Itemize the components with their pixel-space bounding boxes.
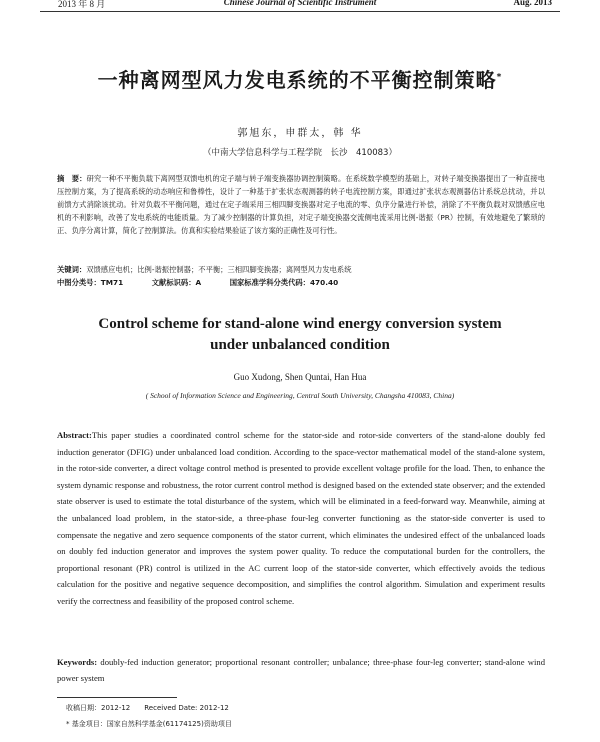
- footnote-fund: * 基金项目：国家自然科学基金(61174125)资助项目: [66, 720, 232, 728]
- header-journal-name: Chinese Journal of Scientific Instrument: [223, 0, 377, 7]
- title-en-line-1: Control scheme for stand-alone wind energy conversion system: [98, 316, 502, 332]
- abstract-en-label: Abstract:: [57, 430, 92, 440]
- abstract-cn-label: 摘 要：: [57, 174, 87, 183]
- keywords-cn-label: 关键词：: [57, 265, 87, 274]
- abstract-cn: [57, 172, 545, 237]
- running-header: [40, 0, 560, 12]
- affiliation-en: ( School of Information Science and Engineering, Central South University, Changsha 410083, China): [145, 391, 455, 400]
- affiliation-cn: （中南大学信息科学与工程学院 长沙 410083）: [203, 148, 397, 158]
- keywords-cn-text: 双馈感应电机；比例-谐振控制器；不平衡；三相四脚变换器；离网型风力发电系统: [86, 265, 352, 274]
- footnote-divider: [57, 697, 177, 698]
- keywords-cn: [57, 264, 545, 276]
- title-footnote-mark: *: [496, 72, 503, 83]
- paper-title-cn: [0, 64, 600, 93]
- received-date-en: Received Date: 2012-12: [144, 704, 229, 712]
- subject-code: 国家标准学科分类代码：470.40: [229, 278, 339, 287]
- authors-cn: 郭旭东，申群太，韩 华: [237, 128, 363, 139]
- header-date-cn: 2013 年 8 月: [58, 0, 106, 9]
- title-cn-text: 一种离网型风力发电系统的不平衡控制策略: [97, 68, 497, 92]
- clc-number: 中图分类号：TM71: [57, 278, 124, 287]
- abstract-en: [57, 427, 545, 610]
- abstract-en-text: This paper studies a coordinated control scheme for the stator-side and rotor-side converters of the stand-alone doubly fed induction generator (DFIG) under unbalanced load condition. According to the space-vector mathematical model of the stand-alone system, in the rotor-side converter, a direct voltage control method is presented to provide excellent voltage profile for the load. Then, to enhance the system dynamic response and robustness, the rotor current control method is designed based on the extended state observer; and the extended state observer is used to estimate the total disturbance of the system, which will be eliminated in a feed-forward way. Meanwhile, aiming at the unbalanced load problem, in the stator-side, a three-phase four-leg converter functioning as the stator-side converter is used to compensate the negative and zero sequence components of the stator current, which eliminates the undesired effect of the unbalanced loads on doubly fed induction generator and improves the system power quality. To reduce the computational burden for the controllers, the proportional resonant (PR) control is utilized in the AC current loop of the stator-side converter, which effectively avoids the tedious calculation for the positive and negative sequence decomposition, and simplifies the control algorithm. Simulation and experiment results verify the correctness and feasibility of the proposed control scheme.: [57, 430, 545, 606]
- keywords-en-label: Keywords:: [57, 657, 98, 667]
- abstract-cn-text: 研究一种不平衡负载下离网型双馈电机的定子端与转子端变换器协调控制策略。在系统数学模型的基础上，对转子端变换器提出了一种直接电压控制方案，为了提高系统的动态响应和鲁棒性，设计了一种基于扩张状态观测器的转子电流控制方案，即通过扩张状态观测器估计系统总扰动，并以前馈方式消除该扰动。针对负载不平衡问题，通过在定子端采用三相四脚变换器对定子电流的零、负序分量进行补偿，消除了不平衡负载对双馈感应电机的不利影响，改善了发电系统的电能质量。为了减少控制器的计算负担，对定子端变换器交流侧电流采用比例-谐振（PR）控制，有效地避免了繁琐的正、负序分离计算，简化了控制算法。仿真和实验结果验证了该方案的正确性及可行性。: [57, 174, 546, 235]
- classification-line: [57, 278, 545, 288]
- authors-en: Guo Xudong, Shen Quntai, Han Hua: [233, 372, 367, 382]
- document-code: 文献标识码：A: [151, 278, 202, 287]
- footnote-received: [66, 703, 546, 713]
- keywords-en-text: doubly-fed induction generator; proportional resonant controller; unbalance; three-phase four-leg converter; stand-alone wind power system: [57, 657, 545, 683]
- paper-title-en: [0, 314, 600, 356]
- header-date-en: Aug. 2013: [513, 0, 552, 7]
- received-date-cn: 收稿日期：2012-12: [66, 704, 131, 712]
- title-en-line-2: under unbalanced condition: [210, 337, 390, 353]
- keywords-en: [57, 654, 545, 686]
